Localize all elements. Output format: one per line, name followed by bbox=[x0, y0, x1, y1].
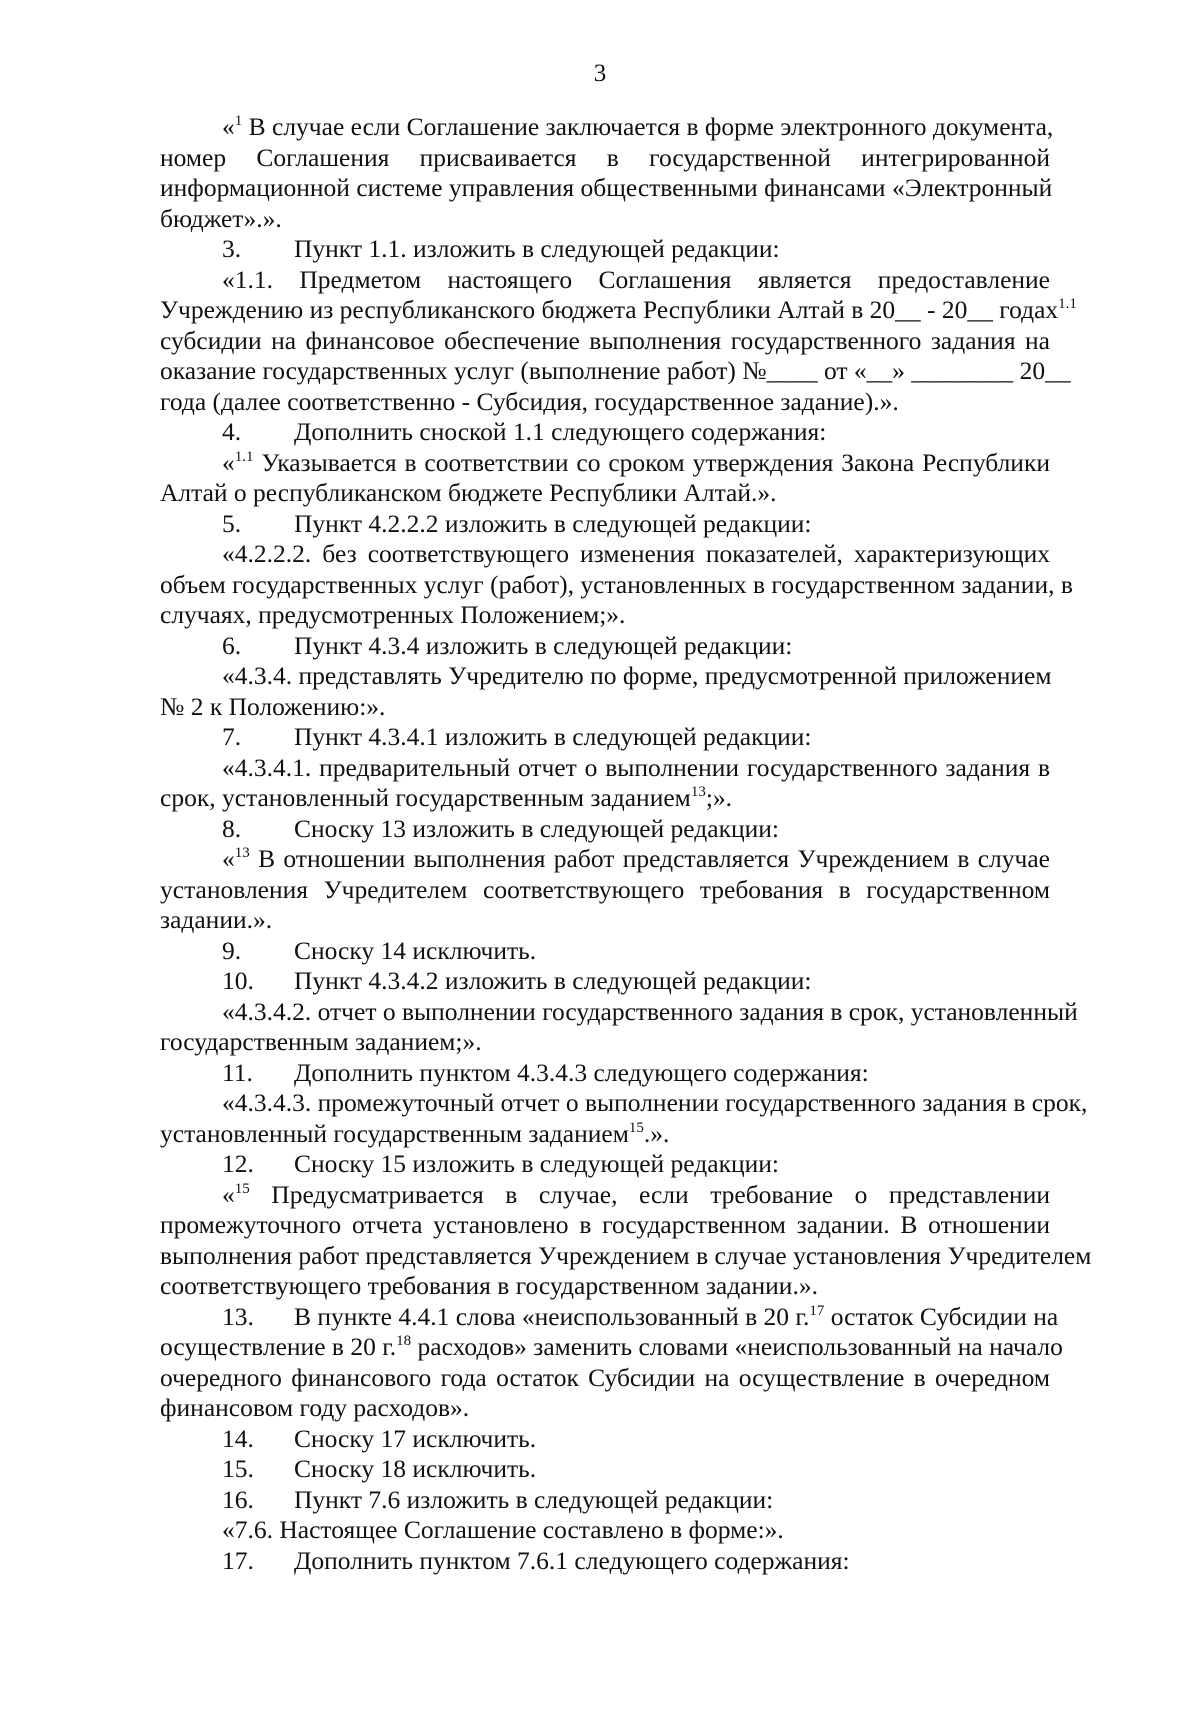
text-line bbox=[160, 539, 1050, 570]
text-segment: Указывается в соответствии со сроком утверждения Закона Республики bbox=[253, 447, 1050, 477]
text-segment: «4.2.2.2. без соответствующего изменения показателей, характеризующих bbox=[222, 539, 1050, 568]
item-number: 9. bbox=[222, 935, 242, 965]
text-line bbox=[160, 1088, 1088, 1119]
item-number: 11. bbox=[222, 1057, 253, 1087]
text-segment: Сноску 14 исключить. bbox=[294, 935, 537, 965]
text-line bbox=[160, 1332, 1063, 1363]
text-segment: Пункт 4.3.4.2 изложить в следующей редакции: bbox=[294, 966, 812, 995]
text-line bbox=[160, 173, 1053, 204]
text-line bbox=[160, 1271, 1050, 1302]
text-line bbox=[160, 1454, 1050, 1485]
text-segment: Учреждению из республиканского бюджета Республики Алтай в 20__ - 20__ годах bbox=[160, 295, 1059, 324]
text-segment: Пункт 1.1. изложить в следующей редакции: bbox=[294, 234, 780, 263]
text-segment: случаях, предусмотренных Положением;». bbox=[160, 600, 626, 629]
text-segment: объем государственных услуг (работ), установленных в государственном задании, в bbox=[160, 569, 1073, 599]
text-segment: субсидии на финансовое обеспечение выполнения государственного задания на bbox=[160, 325, 1050, 355]
text-line bbox=[160, 387, 1050, 418]
text-segment: Сноску 15 изложить в следующей редакции: bbox=[294, 1149, 779, 1178]
text-segment: Предусматривается в случае, если требование о представлении bbox=[249, 1179, 1050, 1209]
text-segment: бюджет».». bbox=[160, 203, 282, 233]
text-line bbox=[160, 966, 1050, 997]
item-number: 15. bbox=[222, 1454, 254, 1483]
text-segment: соответствующего требования в государственном задании.». bbox=[160, 1271, 818, 1300]
text-segment: Пункт 4.2.2.2 изложить в следующей редакции: bbox=[294, 508, 812, 538]
text-line bbox=[160, 844, 1050, 875]
text-segment: « bbox=[222, 1179, 235, 1209]
text-segment: В пункте 4.4.1 слова «неиспользованный в 20 г. bbox=[294, 1301, 810, 1331]
document-body bbox=[160, 112, 1092, 1576]
footnote-ref: 13 bbox=[234, 845, 250, 861]
text-line bbox=[160, 295, 1077, 326]
text-line bbox=[160, 631, 1050, 662]
text-line bbox=[160, 417, 1050, 448]
text-segment: «4.3.4.1. предварительный отчет о выполнении государственного задания в bbox=[222, 752, 1050, 782]
text-segment: номер Соглашения присваивается в государственной интегрированной bbox=[160, 142, 1050, 172]
text-segment: Дополнить пунктом 7.6.1 следующего содержания: bbox=[294, 1545, 850, 1575]
text-segment: « bbox=[222, 112, 235, 141]
text-segment: «4.3.4.3. промежуточный отчет о выполнении государственного задания в срок, bbox=[222, 1088, 1088, 1117]
text-segment: года (далее соответственно - Субсидия, государственное задание).». bbox=[160, 386, 899, 416]
item-number: 4. bbox=[222, 417, 242, 446]
text-line bbox=[160, 1301, 1059, 1333]
text-segment: « bbox=[222, 447, 235, 477]
text-segment: финансовом году расходов». bbox=[160, 1393, 470, 1422]
text-segment: № 2 к Положению:». bbox=[160, 691, 386, 721]
text-line bbox=[160, 1485, 1050, 1516]
text-line bbox=[160, 814, 1050, 845]
text-segment: установления Учредителем соответствующего требования в государственном bbox=[160, 874, 1050, 904]
text-line bbox=[160, 996, 1078, 1028]
text-segment: ;». bbox=[705, 783, 733, 812]
text-line bbox=[160, 448, 1050, 479]
text-segment: остаток Субсидии на bbox=[824, 1301, 1059, 1331]
text-segment: осуществление в 20 г. bbox=[160, 1332, 397, 1361]
item-number: 6. bbox=[222, 630, 242, 660]
text-segment: Пункт 4.3.4 изложить в следующей редакции: bbox=[294, 630, 793, 660]
text-line bbox=[160, 1546, 1050, 1577]
text-line bbox=[160, 600, 1050, 631]
text-line bbox=[160, 204, 1050, 235]
text-line bbox=[160, 1424, 1050, 1455]
text-line bbox=[160, 569, 1073, 601]
footnote-ref: 15 bbox=[234, 1180, 250, 1197]
text-segment: В случае если Соглашение заключается в форме электронного документа, bbox=[242, 112, 1054, 141]
text-line bbox=[160, 1363, 1050, 1394]
footnote-ref: 18 bbox=[396, 1333, 412, 1349]
footnote-ref: 1.1 bbox=[1058, 296, 1077, 312]
text-line bbox=[160, 905, 1050, 936]
item-number: 8. bbox=[222, 813, 242, 843]
text-line bbox=[160, 875, 1050, 906]
text-segment: «4.3.4.2. отчет о выполнении государственного задания в срок, установленный bbox=[222, 996, 1078, 1026]
text-segment: Дополнить сноской 1.1 следующего содержания: bbox=[294, 417, 827, 446]
text-line bbox=[160, 1515, 1050, 1546]
text-segment: очередного финансового года остаток Субсидии на осуществление в очередном bbox=[160, 1362, 1050, 1392]
text-segment: «7.6. Настоящее Соглашение составлено в форме:». bbox=[222, 1515, 784, 1544]
item-number: 13. bbox=[222, 1301, 254, 1331]
text-segment: оказание государственных услуг (выполнение работ) №____ от «__» ________ 20__ bbox=[160, 356, 1071, 385]
item-number: 12. bbox=[222, 1149, 254, 1178]
text-segment: срок, установленный государственным заданием bbox=[160, 783, 691, 812]
item-number: 14. bbox=[222, 1423, 254, 1453]
footnote-ref: 13 bbox=[690, 784, 706, 800]
text-line bbox=[160, 1058, 1050, 1089]
text-line bbox=[160, 722, 1050, 753]
footnote-ref: 15 bbox=[628, 1119, 644, 1136]
footnote-ref: 17 bbox=[809, 1302, 825, 1319]
footnote-ref: 1 bbox=[234, 113, 243, 129]
text-line bbox=[160, 1119, 1050, 1150]
text-segment: В отношении выполнения работ представляется Учреждением в случае bbox=[249, 844, 1050, 873]
text-line bbox=[160, 936, 1050, 967]
text-segment: Пункт 4.3.4.1 изложить в следующей редакции: bbox=[294, 722, 812, 751]
page-number: 3 bbox=[593, 60, 607, 87]
text-line bbox=[160, 478, 1050, 509]
text-line bbox=[160, 753, 1050, 784]
text-segment: установленный государственным заданием bbox=[160, 1118, 629, 1148]
text-line bbox=[160, 112, 1054, 143]
text-line bbox=[160, 265, 1050, 296]
text-segment: информационной системе управления общественными финансами «Электронный bbox=[160, 173, 1053, 202]
text-segment: Алтай о республиканском бюджете Республики Алтай.». bbox=[160, 478, 777, 507]
item-number: 5. bbox=[222, 508, 242, 538]
text-segment: расходов» заменить словами «неиспользованный на начало bbox=[411, 1332, 1063, 1361]
text-segment: .». bbox=[643, 1118, 670, 1148]
item-number: 16. bbox=[222, 1484, 254, 1514]
text-line bbox=[160, 692, 1050, 723]
text-segment: государственным заданием;». bbox=[160, 1027, 482, 1056]
text-line bbox=[160, 1393, 1050, 1424]
text-line bbox=[160, 326, 1050, 357]
text-segment: «1.1. Предметом настоящего Соглашения является предоставление bbox=[222, 264, 1050, 294]
text-line bbox=[160, 1180, 1050, 1211]
text-segment: Сноску 17 исключить. bbox=[294, 1423, 537, 1453]
text-segment: «4.3.4. представлять Учредителю по форме, предусмотренной приложением bbox=[222, 661, 1052, 690]
text-segment: промежуточного отчета установлено в государственном задании. В отношении bbox=[160, 1210, 1050, 1239]
text-line bbox=[160, 234, 1050, 265]
text-line bbox=[160, 1210, 1050, 1241]
text-segment: « bbox=[222, 844, 235, 873]
text-line bbox=[160, 1240, 1092, 1272]
text-segment: Сноску 13 изложить в следующей редакции: bbox=[294, 813, 779, 843]
text-segment: задании.». bbox=[160, 905, 273, 934]
item-number: 17. bbox=[222, 1545, 254, 1575]
text-line bbox=[160, 661, 1050, 692]
text-line bbox=[160, 143, 1050, 174]
item-number: 10. bbox=[222, 966, 254, 995]
footnote-ref: 1.1 bbox=[234, 448, 254, 465]
text-segment: Пункт 7.6 изложить в следующей редакции: bbox=[294, 1484, 774, 1514]
text-line bbox=[160, 509, 1050, 540]
text-line bbox=[160, 1149, 1050, 1180]
text-line bbox=[160, 1027, 1050, 1058]
item-number: 7. bbox=[222, 722, 242, 751]
text-segment: Сноску 18 исключить. bbox=[294, 1454, 537, 1483]
text-line bbox=[160, 356, 1071, 387]
text-line bbox=[160, 783, 1050, 814]
item-number: 3. bbox=[222, 234, 242, 263]
text-segment: выполнения работ представляется Учреждением в случае установления Учредителем bbox=[160, 1240, 1092, 1270]
text-segment: Дополнить пунктом 4.3.4.3 следующего содержания: bbox=[294, 1057, 869, 1087]
